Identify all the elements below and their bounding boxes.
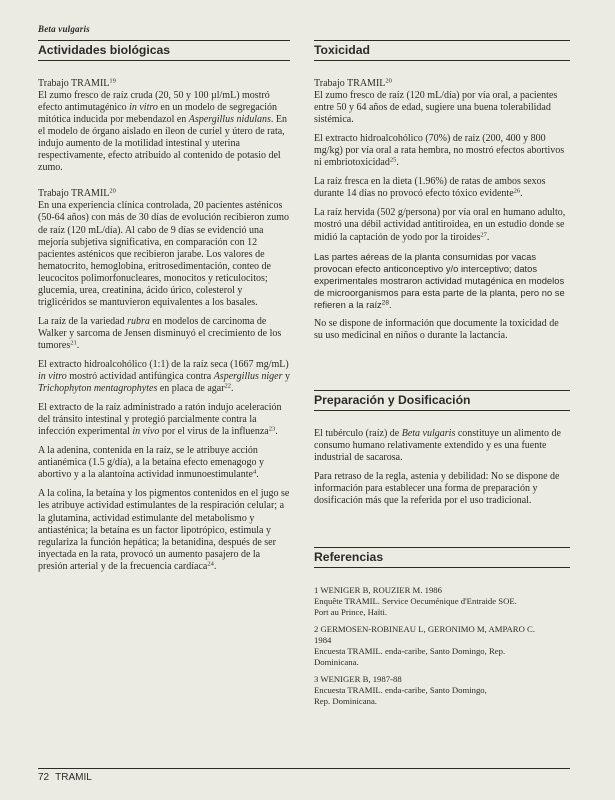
right-column bbox=[314, 40, 570, 713]
paragraph: En una experiencia clínica controlada, 20 pacientes asténicos (50-64 años) con más de 30 días de evolución recibieron zumo de raíz (120 mL/día). Al cabo de 9 días se evidenció una mejoría subjetiva significativa, en comparación con 12 pacientes asténicos que recibieron jarabe. Los valores de hematocrito, hemoglobina, eritrosedimentación, conteo de leucocitos polimorfonucleares, monocitos y reticulocitos; glucemia, urea, creatinina, ácido úrico, colesterol y triglicéridos se mantuvieron equivalentes a los basales. bbox=[38, 200, 290, 308]
paragraph: Para retraso de la regla, astenia y debilidad: No se dispone de información para establecer una forma de preparación y dosificación más que la referida por el uso tradicional. bbox=[314, 471, 560, 507]
paragraph: El tubérculo (raíz) de Beta vulgaris constituye un alimento de consumo humano relativamente extendido y es una fuente industrial de sacarosa. bbox=[314, 427, 561, 463]
page-number: 72 bbox=[38, 772, 50, 783]
reference-item: 1 WENIGER B, ROUZIER M. 1986 Enquête TRAMIL. Service Oecuménique d'Entraide SOE. Port au Prince, Haïti. bbox=[314, 585, 517, 618]
section-title-preparacion: Preparación y Dosificación bbox=[314, 390, 570, 411]
paragraph: No se dispone de información que documente la toxicidad de su uso medicinal en niños o durante la lactancia. bbox=[314, 317, 559, 341]
reference-item: 3 WENIGER B, 1987-88 Encuesta TRAMIL. enda-caribe, Santo Domingo, Rep. Dominicana. bbox=[314, 674, 487, 707]
page-footer bbox=[38, 772, 98, 783]
section-title-actividades: Actividades biológicas bbox=[38, 40, 290, 61]
section-title-toxicidad: Toxicidad bbox=[314, 40, 570, 61]
paragraph: El extracto hidroalcohólico (70%) de raíz (200, 400 y 800 mg/kg) por vía oral a rata hembra, no mostró efectos abortivos ni embriotoxicidad$^{25}$. bbox=[314, 133, 565, 169]
paragraph: La raíz hervida (502 g/persona) por vía oral en humano adulto, mostró una débil actividad antitiroidea, en un estudio donde se midió la captación de yodo por la tiroides$^{27}$. bbox=[314, 207, 566, 243]
footer-divider bbox=[38, 768, 570, 769]
paragraph: A la adenina, contenida en la raíz, se le atribuye acción antianémica (1.5 g/día), a la betaína efecto emenagogo y abortivo y a la alantoína actividad inmunoestimulante$^4$. bbox=[38, 445, 265, 481]
running-head: Beta vulgaris bbox=[38, 24, 90, 34]
paragraph: El zumo fresco de raíz (120 mL/día) por vía oral, a pacientes entre 50 y 64 años de edad, sugiere una buena tolerabilidad sistémica. bbox=[314, 90, 558, 126]
reference-item: 2 GERMOSEN-ROBINEAU L, GERONIMO M, AMPARO C. 1984 Encuesta TRAMIL. enda-caribe, Santo Domingo, Rep. Dominicana. bbox=[314, 624, 535, 668]
paragraph: El zumo fresco de raíz cruda (20, 50 y 100 µl/mL) mostró efecto antimutagénico in vitro en un modelo de segregación mitótica inducida por mebendazol en Aspergillus nidulans. En el modelo de órgano aislado en íleon de curiel y útero de rata, indujo aumento de la motilidad intestinal y uterina respectivamente, efecto atribuido al contenido de potasio del zumo. bbox=[38, 90, 288, 174]
paragraph: Las partes aéreas de la planta consumidas por vacas provocan efecto anticonceptivo y/o interceptivo; datos experimentales mostraron actividad mutagénica en modelos de microorganismos para esta parte de la planta, pero no se refieren a la raíz$^{28}$. bbox=[314, 250, 565, 310]
paragraph: El extracto hidroalcohólico (1:1) de la raíz seca (1667 mg/mL) in vitro mostró actividad antifúngica contra Aspergillus niger y Trichophyton mentagrophytes en placa de agar$^{22}$. bbox=[38, 358, 290, 395]
paragraph: El extracto de la raíz administrado a ratón indujo aceleración del tránsito intestinal y protegió parcialmente contra la infección experimental in vivo por el virus de la influenza$^{23}$. bbox=[38, 402, 282, 438]
footer-label: TRAMIL bbox=[55, 772, 92, 783]
left-column bbox=[38, 40, 290, 580]
section-title-referencias: Referencias bbox=[314, 547, 570, 568]
trabajo-label: Trabajo TRAMIL$^{20}$ bbox=[38, 187, 116, 200]
paragraph: A la colina, la betaína y los pigmentos contenidos en el jugo se les atribuye actividad estimulantes de la respiración celular; a la glutamina, actividad estimulante del metabolismo y antiasténica; la betaína es un factor lipotrópico, estimula y regulariza la función hepática; la betanidina, después de ser inyectada en la rata, provocó un aumento pasajero de la presión arterial y de la frecuencia cardíaca$^{24}$. bbox=[38, 488, 290, 572]
paragraph: La raíz fresca en la dieta (1.96%) de ratas de ambos sexos durante 14 días no provocó efecto tóxico evidente$^{26}$. bbox=[314, 176, 546, 200]
trabajo-label: Trabajo TRAMIL$^{19}$ bbox=[38, 77, 116, 89]
trabajo-label: Trabajo TRAMIL$^{20}$ bbox=[314, 77, 392, 89]
paragraph: La raíz de la variedad rubra en modelos de carcinoma de Walker y sarcoma de Jensen disminuyó el crecimiento de los tumores$^{21}$. bbox=[38, 315, 282, 351]
